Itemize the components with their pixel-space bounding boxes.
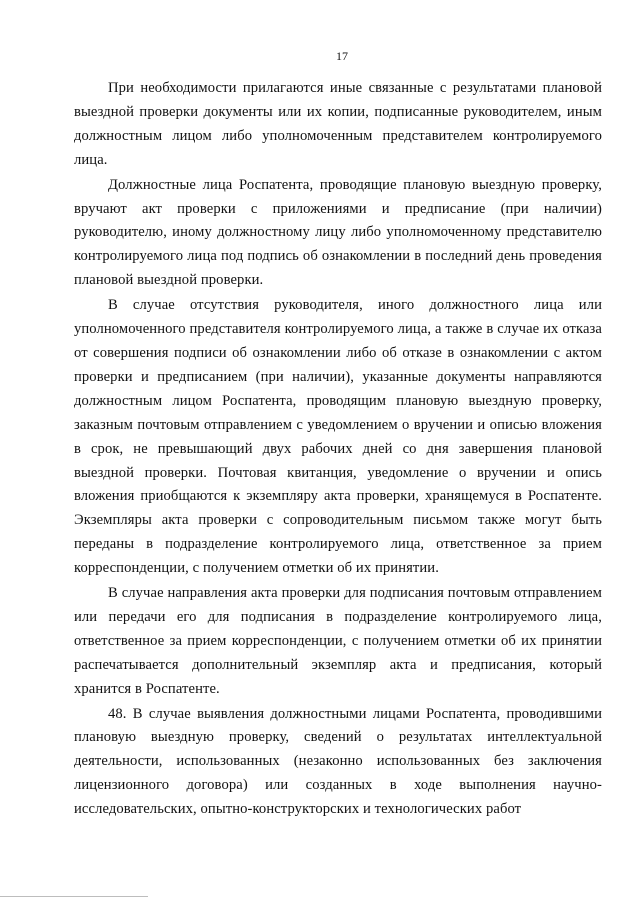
paragraph-absence-of-manager: В случае отсутствия руководителя, иного должностного лица или уполномоченного представителя контролируемого лица, а также в случае их отказа от совершения подписи об ознакомлении либо об отказе в ознакомлении с актом проверки и предписанием (при наличии), указанные документы направляются должностным лицом Роспатента, проводящим плановую выездную проверку, заказным почтовым отправлением с уведомлением о вручении и описью вложения в срок, не превышающий двух рабочих дней со дня завершения плановой выездной проверки. Почтовая квитанция, уведомление о вручении и опись вложения приобщаются к экземпляру акта проверки, хранящемуся в Роспатенте. Экземпляры акта проверки с сопроводительным письмом также могут быть переданы в подразделение контролируемого лица, ответственное за прием корреспонденции, с получением отметки об их принятии.: [74, 297, 602, 577]
page-number: 17: [336, 49, 348, 63]
paragraph-additional-copy: В случае направления акта проверки для подписания почтовым отправлением или передачи его для подписания в подразделение контролируемого лица, ответственное за прием корреспонденции, с получением отметки об их принятии распечатывается дополнительный экземпляр акта и предписания, который хранится в Роспатенте.: [74, 585, 602, 697]
paragraph-act-delivery: Должностные лица Роспатента, проводящие плановую выездную проверку, вручают акт проверки с приложениями и предписание (при наличии) руководителю, иному должностному лицу либо уполномоченному представителю контролируемого лица под подпись об ознакомлении в последний день проведения плановой выездной проверки.: [74, 176, 602, 289]
scan-edge-line: [0, 896, 148, 897]
document-body: [74, 77, 602, 822]
paragraph-item-48: 48. В случае выявления должностными лицами Роспатента, проводившими плановую выездную проверку, сведений о результатах интеллектуальной деятельности, использованных (незаконно использованных без заключения лицензионного договора) или созданных в ходе выполнения научно-исследовательских, опытно-конструкторских и технологических работ: [74, 705, 602, 818]
paragraph-attached-documents: При необходимости прилагаются иные связанные с результатами плановой выездной проверки документы или их копии, подписанные руководителем, иным должностным лицом либо уполномоченным представителем контролируемого лица.: [74, 80, 602, 168]
